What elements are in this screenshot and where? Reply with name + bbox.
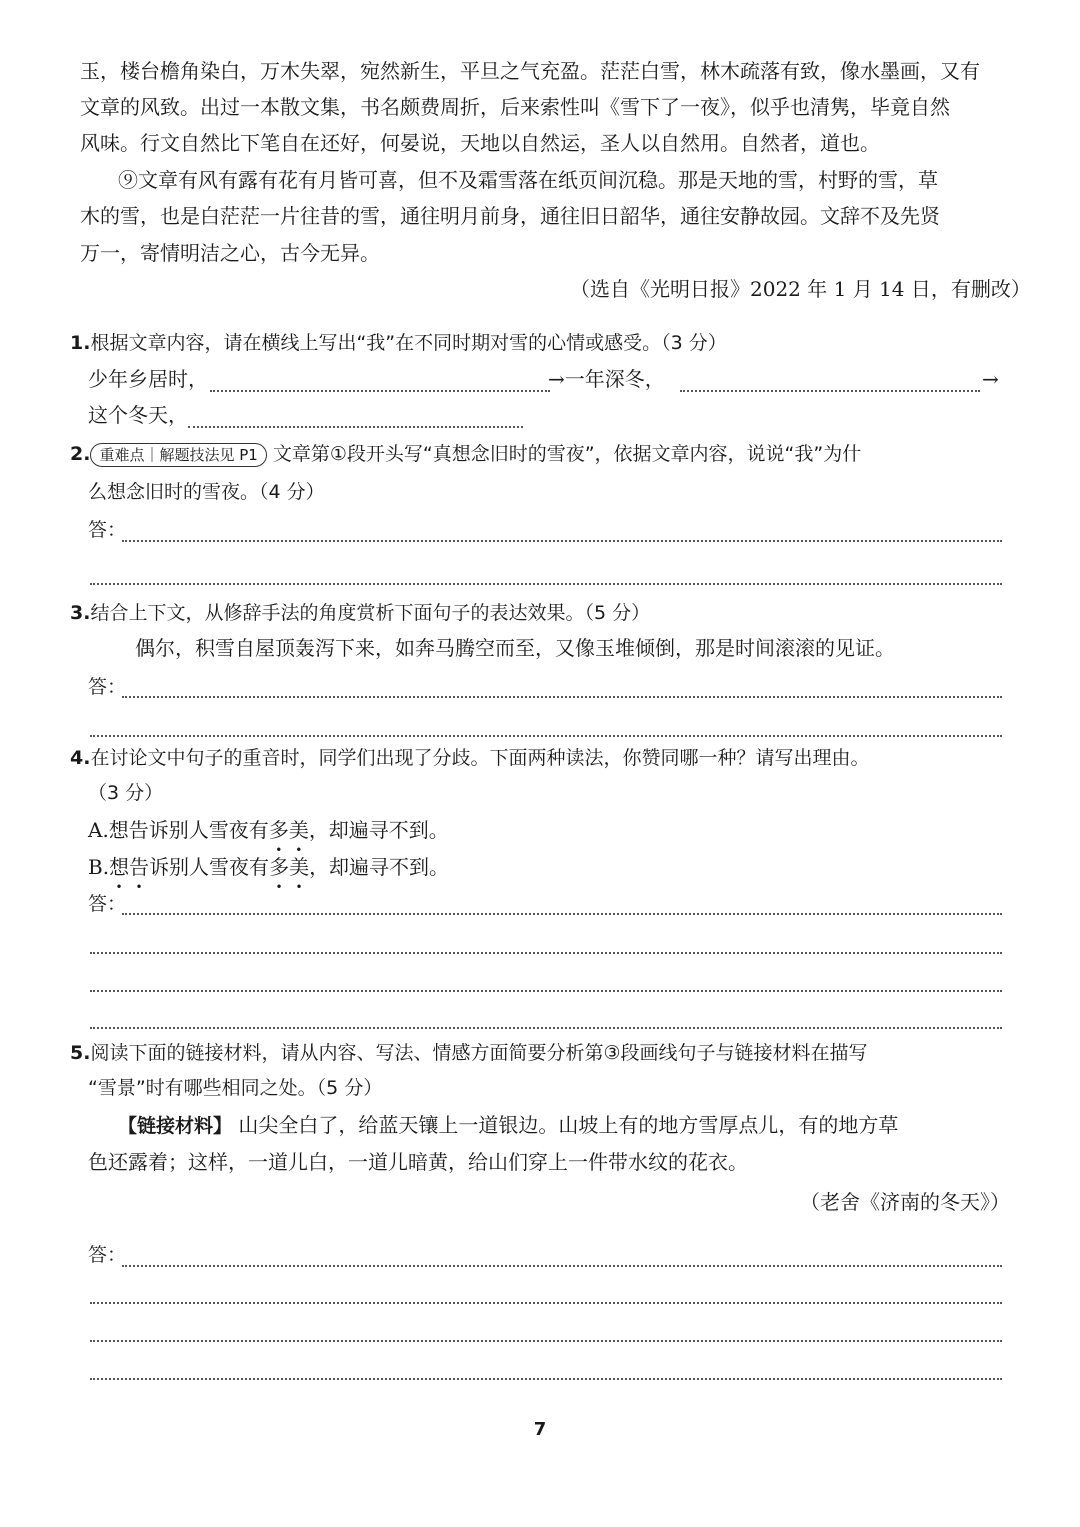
answer-line[interactable] xyxy=(90,735,1002,737)
q1-answer-line-this-winter[interactable] xyxy=(188,426,523,428)
answer-label: 答： xyxy=(88,1244,127,1266)
answer-line[interactable] xyxy=(90,583,1002,585)
link-material xyxy=(118,1110,898,1141)
passage-line: 木的雪，也是白茫茫一片往昔的雪，通往明月前身，通往旧日韶华，通往安静故园。文辞不及先贤 xyxy=(80,204,940,228)
question-number: 5. xyxy=(70,1042,91,1064)
answer-line[interactable] xyxy=(90,1302,1002,1304)
question-number: 3. xyxy=(70,602,91,624)
option-b-text: ，却遍寻不到。 xyxy=(309,855,450,879)
question-text-continued: （3 分） xyxy=(88,782,164,804)
q1-label-this-winter: 这个冬天， xyxy=(88,403,188,427)
stressed-char: 美 xyxy=(289,855,310,879)
answer-line[interactable] xyxy=(122,540,1002,542)
question-number: 1. xyxy=(70,332,91,354)
answer-label: 答： xyxy=(88,676,127,698)
question-text: 根据文章内容，请在横线上写出“我”在不同时期对雪的心情或感受。（3 分） xyxy=(90,332,727,354)
option-a-text: ，却遍寻不到。 xyxy=(308,818,449,842)
link-material-source: （老舍《济南的冬天》） xyxy=(800,1190,1010,1214)
answer-line[interactable] xyxy=(122,913,1002,915)
answer-line[interactable] xyxy=(90,1027,1002,1029)
option-a-text: A.想告诉别人雪夜有 xyxy=(88,818,269,842)
q1-arrow: → xyxy=(982,367,999,391)
q1-label-winter: →一年深冬， xyxy=(548,367,665,391)
stressed-char: 告 xyxy=(129,855,150,879)
option-b xyxy=(88,852,449,882)
passage-line: 玉，楼台檐角染白，万木失翠，宛然新生，平旦之气充盈。茫茫白雪，林木疏落有致，像水墨画，又有 xyxy=(80,59,980,83)
answer-line[interactable] xyxy=(122,696,1002,698)
link-material-label: 【链接材料】 xyxy=(118,1115,233,1137)
q1-label-youth: 少年乡居时， xyxy=(88,367,208,391)
answer-line[interactable] xyxy=(90,952,1002,954)
passage-line: 文章的风致。出过一本散文集，书名颇费周折，后来索性叫《雪下了一夜》，似乎也清隽，毕竟自然 xyxy=(80,95,950,119)
question-text: 结合上下文，从修辞手法的角度赏析下面句子的表达效果。（5 分） xyxy=(90,602,651,624)
option-b-text: 诉别人雪夜有 xyxy=(149,855,270,879)
question-text-continued: 么想念旧时的雪夜。（4 分） xyxy=(88,481,325,503)
passage-source: （选自《光明日报》2022 年 1 月 14 日，有删改） xyxy=(570,277,1031,301)
q1-answer-line-winter[interactable] xyxy=(680,390,980,392)
answer-line[interactable] xyxy=(90,1340,1002,1342)
option-a xyxy=(88,815,449,845)
question-text: 在讨论文中句子的重音时，同学们出现了分歧。下面两种读法，你赞同哪一种？请写出理由。 xyxy=(90,747,870,769)
option-b-text: B. xyxy=(88,855,110,879)
stressed-char: 美 xyxy=(288,818,309,842)
stressed-char: 多 xyxy=(268,818,289,842)
passage-line: 风味。行文自然比下笔自在还好，何晏说，天地以自然运，圣人以自然用。自然者，道也。 xyxy=(80,131,880,155)
answer-line[interactable] xyxy=(90,1378,1002,1380)
page-number: 7 xyxy=(533,1419,547,1440)
difficulty-badge: 重难点｜解题技法见 P1 xyxy=(90,443,266,467)
passage-line: ⑨文章有风有露有花有月皆可喜，但不及霜雪落在纸页间沉稳。那是天地的雪，村野的雪，草 xyxy=(118,168,938,192)
question-text: 文章第①段开头写“真想念旧时的雪夜”，依据文章内容，说说“我”为什 xyxy=(272,443,862,465)
question-number: 4. xyxy=(70,747,91,769)
question-number: 2. xyxy=(70,443,91,465)
link-material-text: 山尖全白了，给蓝天镶上一道银边。山坡上有的地方雪厚点儿，有的地方草 xyxy=(238,1113,899,1137)
link-material-text: 色还露着；这样，一道儿白，一道儿暗黄，给山们穿上一件带水纹的花衣。 xyxy=(88,1150,748,1174)
answer-line[interactable] xyxy=(90,990,1002,992)
stressed-char: 想 xyxy=(109,855,130,879)
passage-line: 万一，寄情明洁之心，古今无异。 xyxy=(80,241,380,265)
answer-line[interactable] xyxy=(122,1265,1002,1267)
stressed-char: 多 xyxy=(269,855,290,879)
answer-label: 答： xyxy=(88,893,127,915)
quoted-sentence: 偶尔，积雪自屋顶轰泻下来，如奔马腾空而至，又像玉堆倾倒，那是时间滚滚的见证。 xyxy=(135,636,895,660)
question-text: 阅读下面的链接材料，请从内容、写法、情感方面简要分析第③段画线句子与链接材料在描写 xyxy=(90,1042,868,1064)
answer-label: 答： xyxy=(88,519,127,541)
question-text-continued: “雪景”时有哪些相同之处。（5 分） xyxy=(88,1077,383,1099)
q1-answer-line-youth[interactable] xyxy=(210,390,550,392)
